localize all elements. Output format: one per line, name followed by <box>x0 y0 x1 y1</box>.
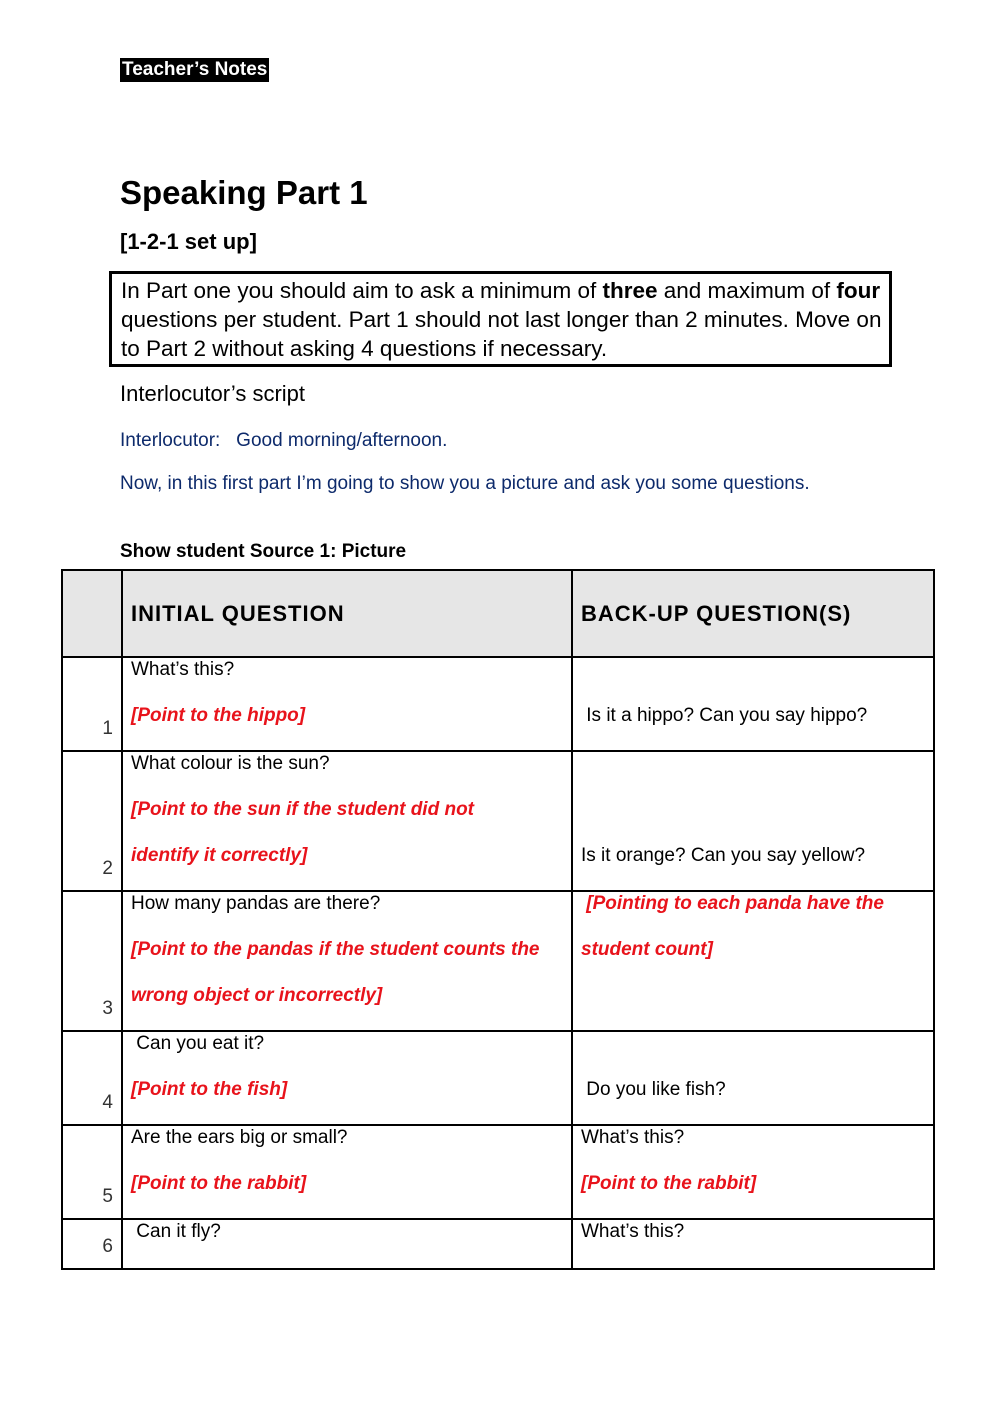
question-text: What’s this? <box>581 1127 685 1148</box>
page-title: Speaking Part 1 <box>120 174 368 211</box>
teacher-instruction: [Point to the hippo] <box>131 705 306 726</box>
teacher-instruction: [Point to the fish] <box>131 1079 288 1100</box>
col-header-initial: INITIAL QUESTION <box>122 570 572 657</box>
initial-question-cell <box>122 891 572 1031</box>
table-row <box>62 1219 934 1269</box>
question-text: What’s this? <box>581 1221 685 1242</box>
teachers-notes-label: Teacher’s Notes <box>122 59 268 80</box>
show-source-label: Show student Source 1: Picture <box>120 541 407 562</box>
question-text: Is it orange? Can you say yellow? <box>581 845 866 866</box>
table-header-row <box>62 570 934 657</box>
row-number: 6 <box>62 1219 122 1269</box>
teacher-instruction: identify it correctly] <box>131 845 308 866</box>
teacher-instruction: [Point to the rabbit] <box>131 1173 307 1194</box>
backup-question-cell <box>572 1031 934 1125</box>
question-text <box>581 1032 925 1078</box>
teacher-instruction: [Point to the sun if the student did not <box>131 799 475 820</box>
teacher-instruction: [Point to the pandas if the student counts the <box>131 939 540 960</box>
row-number: 2 <box>62 751 122 891</box>
question-text: What’s this? <box>131 659 235 680</box>
instr-text: and maximum of <box>657 278 837 303</box>
question-text: Do you like fish? <box>581 1079 726 1100</box>
row-number: 5 <box>62 1125 122 1219</box>
backup-question-cell <box>572 1219 934 1269</box>
initial-question-cell <box>122 751 572 891</box>
script-line: Now, in this first part I’m going to show you a picture and ask you some questions. <box>120 473 810 494</box>
subtitle: [1-2-1 set up] <box>120 229 257 254</box>
instr-text: In Part one you should aim to ask a minimum of <box>121 278 603 303</box>
question-text: How many pandas are there? <box>131 893 381 914</box>
backup-question-cell <box>572 657 934 751</box>
initial-question-cell <box>122 1219 572 1269</box>
col-header-num <box>62 570 122 657</box>
question-text: Is it a hippo? Can you say hippo? <box>581 705 868 726</box>
backup-question-cell <box>572 891 934 1031</box>
script-heading: Interlocutor’s script <box>120 381 306 406</box>
instr-bold: three <box>602 278 658 303</box>
teacher-instruction: wrong object or incorrectly] <box>131 985 383 1006</box>
question-text <box>581 658 925 704</box>
backup-question-cell <box>572 751 934 891</box>
table-row <box>62 751 934 891</box>
initial-question-cell <box>122 1125 572 1219</box>
question-text: Can it fly? <box>131 1221 221 1242</box>
question-text: Can you eat it? <box>131 1033 265 1054</box>
instr-bold: four <box>836 278 881 303</box>
row-number: 1 <box>62 657 122 751</box>
table-row <box>62 1125 934 1219</box>
instructions-box <box>109 271 892 367</box>
table-row <box>62 891 934 1031</box>
col-header-backup: BACK-UP QUESTION(S) <box>572 570 934 657</box>
questions-table <box>61 569 935 1270</box>
table-row <box>62 1031 934 1125</box>
question-text <box>581 798 925 844</box>
initial-question-cell <box>122 657 572 751</box>
backup-question-cell <box>572 1125 934 1219</box>
row-number: 3 <box>62 891 122 1031</box>
initial-question-cell <box>122 1031 572 1125</box>
instr-text: questions per student. Part 1 should not last longer than 2 minutes. Move on to Part 2 without asking 4 questions if necessary. <box>121 307 882 361</box>
teacher-instruction: [Pointing to each panda have the <box>581 893 884 914</box>
teacher-instruction: [Point to the rabbit] <box>581 1173 757 1194</box>
question-text: Are the ears big or small? <box>131 1127 348 1148</box>
teacher-instruction: student count] <box>581 939 713 960</box>
script-line: Interlocutor: Good morning/afternoon. <box>120 430 448 451</box>
table-row <box>62 657 934 751</box>
question-text <box>581 752 925 798</box>
row-number: 4 <box>62 1031 122 1125</box>
question-text: What colour is the sun? <box>131 753 330 774</box>
